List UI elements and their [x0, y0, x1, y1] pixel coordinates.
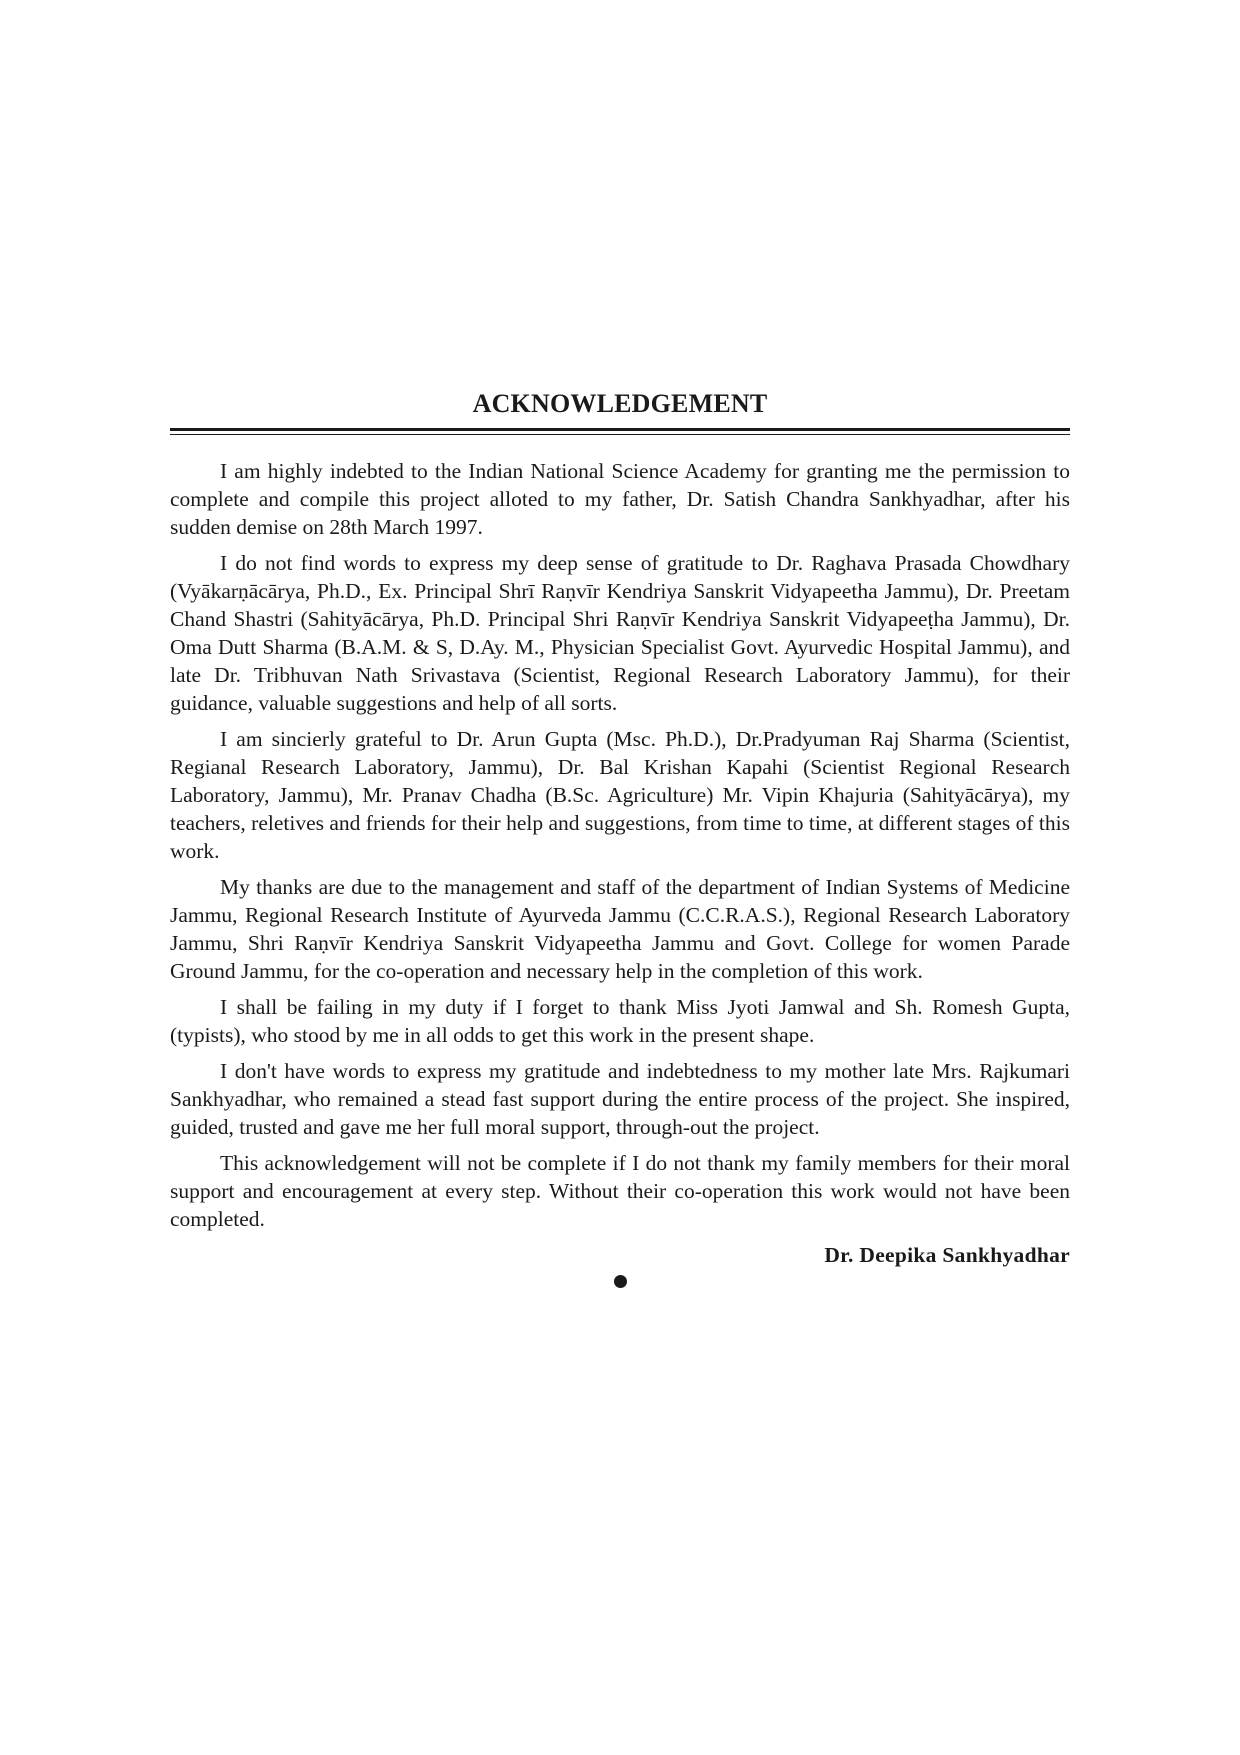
paragraph-2: I do not find words to express my deep sense of gratitude to Dr. Raghava Prasada Chowdhary (Vyākarṇācārya, Ph.D., Ex. Principal Shrī Raṇvīr Kendriya Sanskrit Vidyapeetha Jammu), Dr. Preetam Chand Shastri (Sahityācārya, Ph.D. Principal Shri Raṇvīr Kendriya Sanskrit Vidyapeeṭha Jammu), Dr. Oma Dutt Sharma (B.A.M. & S, D.Ay. M., Physician Specialist Govt. Ayurvedic Hospital Jammu), and late Dr. Tribhuvan Nath Srivastava (Scientist, Regional Research Laboratory Jammu), for their guidance, valuable suggestions and help of all sorts. [170, 551, 1070, 715]
paragraph-3: I am sincierly grateful to Dr. Arun Gupta (Msc. Ph.D.), Dr.Pradyuman Raj Sharma (Scientist, Regianal Research Laboratory, Jammu), Dr. Bal Krishan Kapahi (Scientist Regional Research Laboratory, Jammu), Mr. Pranav Chadha (B.Sc. Agriculture) Mr. Vipin Khajuria (Sahityācārya), my teachers, reletives and friends for their help and suggestions, from time to time, at different stages of this work. [170, 727, 1070, 863]
page-title: ACKNOWLEDGEMENT [472, 389, 768, 418]
bullet-dot-icon [614, 1275, 627, 1288]
paragraph-4: My thanks are due to the management and staff of the department of Indian Systems of Medicine Jammu, Regional Research Institute of Ayurveda Jammu (C.C.R.A.S.), Regional Research Laboratory Jammu, Shri Raṇvīr Kendriya Sanskrit Vidyapeetha Jammu and Govt. College for women Parade Ground Jammu, for the co-operation and necessary help in the completion of this work. [170, 875, 1070, 983]
acknowledgement-body [170, 457, 1070, 1269]
paragraph-7: This acknowledgement will not be complete if I do not thank my family members for their moral support and encouragement at every step. Without their co-operation this work would not have been completed. [170, 1151, 1070, 1231]
end-of-section-mark [170, 1275, 1070, 1305]
paragraph-6: I don't have words to express my gratitude and indebtedness to my mother late Mrs. Rajkumari Sankhyadhar, who remained a stead fast support during the entire process of the project. She inspired, guided, trusted and gave me her full moral support, through-out the project. [170, 1059, 1070, 1139]
paragraph-5: I shall be failing in my duty if I forget to thank Miss Jyoti Jamwal and Sh. Romesh Gupta, (typists), who stood by me in all odds to get this work in the present shape. [170, 995, 1070, 1047]
acknowledgement-page [170, 388, 1070, 1305]
title-double-rule [170, 428, 1070, 435]
paragraph-1: I am highly indebted to the Indian National Science Academy for granting me the permission to complete and compile this project alloted to my father, Dr. Satish Chandra Sankhyadhar, after his sudden demise on 28th March 1997. [170, 459, 1070, 539]
author-signature: Dr. Deepika Sankhyadhar [824, 1243, 1070, 1267]
